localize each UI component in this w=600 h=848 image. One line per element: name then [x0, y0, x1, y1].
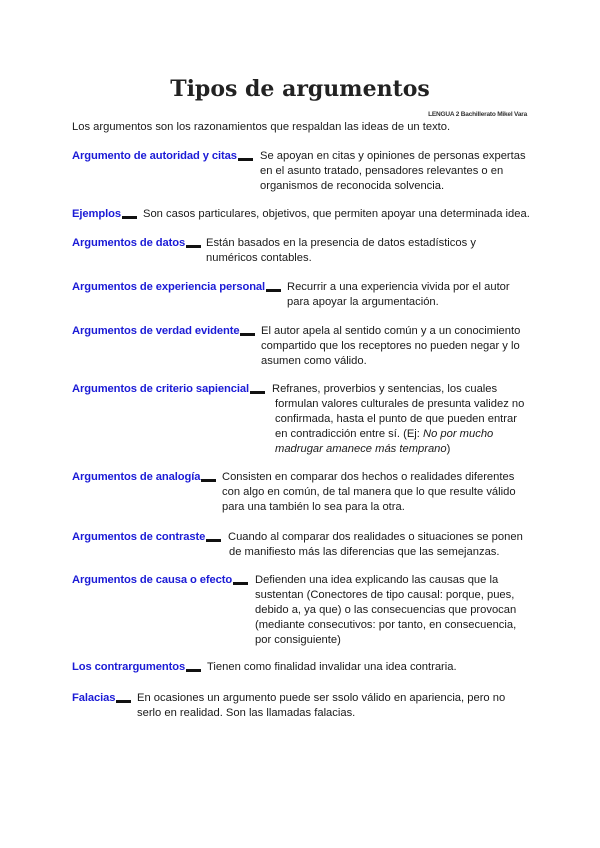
- document-title: Tipos de argumentos: [170, 76, 430, 102]
- dash-marker: [122, 216, 137, 219]
- term-label: Los contrargumentos: [72, 660, 201, 675]
- dash-marker: [116, 700, 131, 703]
- definition: Defienden una idea explicando las causas que la sustentan (Conectores de tipo causal: porque, pues, debido a, ya que) o las consecuencias que provocan (mediante consecutivos: por tanto, en consecuencia, por consiguiente): [255, 574, 517, 646]
- definition: Tienen como finalidad invalidar una idea contraria.: [207, 661, 457, 673]
- author-credit: LENGUA 2 Bachillerato Mikel Vara: [428, 111, 527, 118]
- dash-marker: [186, 669, 201, 672]
- dash-marker: [186, 245, 201, 248]
- term-label: Falacias: [72, 691, 131, 706]
- term-label: Argumentos de analogía: [72, 470, 216, 485]
- definition: El autor apela al sentido común y a un conocimiento compartido que los receptores no pueden negar y lo asumen como válido.: [261, 325, 521, 367]
- term-label: Argumentos de contraste: [72, 530, 221, 545]
- definition: Son casos particulares, objetivos, que permiten apoyar una determinada idea.: [143, 208, 530, 220]
- dash-marker: [201, 479, 216, 482]
- definition: Recurrir a una experiencia vivida por el autor para apoyar la argumentación.: [287, 281, 510, 308]
- term-label: Argumentos de datos: [72, 236, 201, 251]
- definition: Cuando al comparar dos realidades o situaciones se ponen de manifiesto más las diferencias que las semejanzas.: [228, 531, 523, 558]
- dash-marker: [206, 539, 221, 542]
- term-label: Argumentos de criterio sapiencial: [72, 382, 265, 397]
- term-label: Argumento de autoridad y citas: [72, 149, 253, 164]
- definition: Se apoyan en citas y opiniones de personas expertas en el asunto tratado, pensadores relevantes o en organismos de reconocida solvencia.: [260, 150, 526, 192]
- term-label: Ejemplos: [72, 207, 137, 222]
- dash-marker: [266, 289, 281, 292]
- dash-marker: [250, 391, 265, 394]
- definition: Refranes, proverbios y sentencias, los cuales formulan valores culturales de presunta validez no confirmada, hasta el punto de que pueden entrar en contradicción entre sí. (Ej: No por mucho madrugar amanece más temprano): [272, 383, 525, 455]
- intro-text: Los argumentos son los razonamientos que respaldan las ideas de un texto.: [72, 121, 451, 133]
- term-label: Argumentos de verdad evidente: [72, 324, 255, 339]
- term-label: Argumentos de causa o efecto: [72, 573, 248, 588]
- definition: En ocasiones un argumento puede ser ssolo válido en apariencia, pero no serlo en realidad. Son las llamadas falacias.: [137, 692, 506, 719]
- dash-marker: [240, 333, 255, 336]
- definition: Están basados en la presencia de datos estadísticos y numéricos contables.: [206, 237, 476, 264]
- term-label: Argumentos de experiencia personal: [72, 280, 281, 295]
- definition: Consisten en comparar dos hechos o realidades diferentes con algo en común, de tal manera que lo que resulte válido para una también lo sea para la otra.: [222, 471, 516, 513]
- dash-marker: [233, 582, 248, 585]
- dash-marker: [238, 158, 253, 161]
